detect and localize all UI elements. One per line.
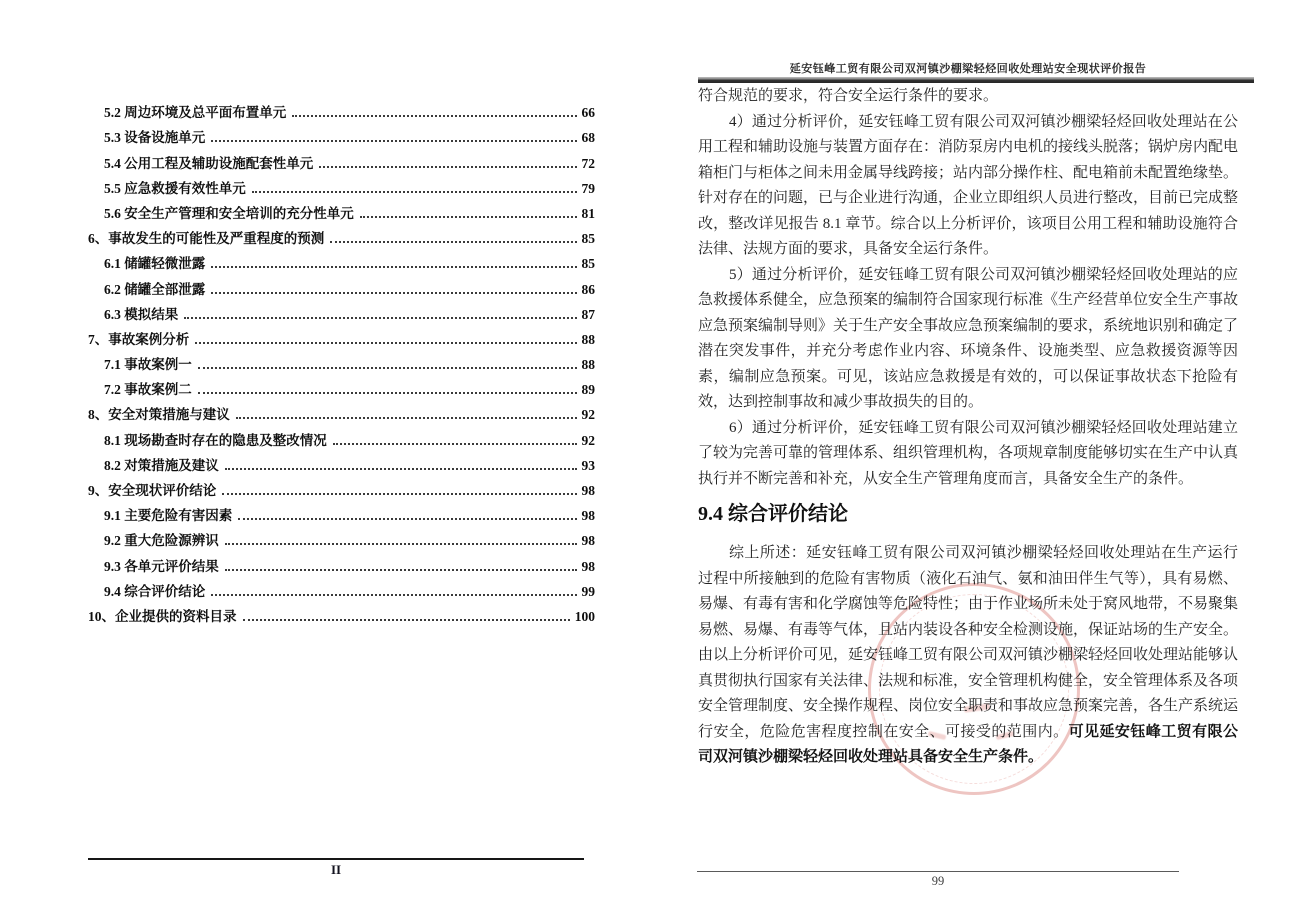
toc-entry (88, 146, 595, 171)
toc-entry-page-number: 81 (581, 205, 595, 221)
toc-entry (88, 373, 595, 398)
toc-entry-label: 6.1 储罐轻微泄露 (104, 256, 206, 272)
toc-entry-label: 7.2 事故案例二 (104, 382, 192, 398)
toc-entry-label: 9.1 主要危险有害因素 (104, 508, 233, 524)
toc-entry (88, 449, 595, 474)
conclusion-bold-sentence: 可见延安钰峰工贸有限公司双河镇沙棚梁轻烃回收处理站具备安全生产条件。 (698, 723, 1238, 765)
toc-entry-page-number: 98 (581, 533, 595, 549)
toc-dot-leader (198, 367, 577, 369)
toc-entry-page-number: 98 (581, 558, 595, 574)
toc-entry-label: 9、安全现状评价结论 (88, 483, 217, 498)
toc-entry-page-number: 99 (581, 583, 595, 599)
toc-dot-leader (211, 594, 576, 596)
toc-entry (88, 600, 595, 625)
toc-entry-label: 10、企业提供的资料目录 (88, 608, 237, 624)
toc-dot-leader (211, 266, 576, 268)
toc-entry (88, 96, 595, 121)
toc-dot-leader (236, 417, 577, 419)
toc-dot-leader (292, 115, 576, 117)
left-page-footer-rule (88, 858, 584, 860)
toc-dot-leader (211, 140, 576, 142)
toc-entry-page-number: 92 (581, 432, 595, 448)
toc-dot-leader (360, 216, 577, 218)
toc-entry-page-number: 72 (581, 155, 595, 171)
toc-dot-leader (243, 619, 570, 621)
toc-entry (88, 222, 595, 247)
body-paragraph: 6）通过分析评价，延安钰峰工贸有限公司双河镇沙棚梁轻烃回收处理站建立了较为完善可靠的管理体系、组织管理机构，各项规章制度能够切实在生产中认真执行并不断完善和补充，从安全生产管理角度而言，具备安全生产的条件。 (698, 419, 1239, 487)
toc-entry-label: 8.1 现场勘查时存在的隐患及整改情况 (104, 432, 327, 448)
toc-entry-page-number: 92 (581, 407, 595, 423)
conclusion-paragraph (698, 541, 1238, 771)
toc-entry-page-number: 86 (581, 281, 595, 297)
toc-dot-leader (225, 543, 577, 545)
toc-dot-leader (225, 468, 577, 470)
body-paragraph: 符合规范的要求，符合安全运行条件的要求。 (698, 88, 999, 104)
toc-entry-label: 8.2 对策措施及建议 (104, 457, 219, 473)
toc-entry-label: 9.2 重大危险源辨识 (104, 533, 219, 549)
toc-entry (88, 197, 595, 222)
toc-entry-page-number: 88 (581, 357, 595, 373)
toc-entry (88, 272, 595, 297)
toc-entry (88, 575, 595, 600)
left-page-number: II (330, 862, 342, 877)
toc-entry-page-number: 88 (581, 331, 595, 347)
toc-dot-leader (184, 317, 576, 319)
toc-entry (88, 524, 595, 549)
body-paragraph: 5）通过分析评价，延安钰峰工贸有限公司双河镇沙棚梁轻烃回收处理站的应急救援体系健全，应急预案的编制符合国家现行标准《生产经营单位安全生产事故应急预案编制导则》关于生产安全事故应急预案编制的要求，系统地识别和确定了潜在突发事件，并充分考虑作业内容、环境条件、设施类型、应急救援资源等因素，编制应急预案。可见，该站应急救援是有效的，可以保证事故状态下抢险有效，达到控制事故和减少事故损失的目的。 (698, 266, 1239, 410)
toc-entry-page-number: 100 (574, 608, 595, 624)
toc-dot-leader (222, 493, 576, 495)
toc-entry-page-number: 68 (581, 130, 595, 146)
toc-entry-label: 6.2 储罐全部泄露 (104, 281, 206, 297)
toc-entry-label: 5.4 公用工程及辅助设施配套性单元 (104, 155, 314, 171)
toc-entry (88, 474, 595, 499)
toc-dot-leader (198, 392, 577, 394)
toc-entry-page-number: 79 (581, 180, 595, 196)
toc-entry-page-number: 85 (581, 231, 595, 247)
toc-entry (88, 247, 595, 272)
toc-entry-label: 6、事故发生的可能性及严重程度的预测 (88, 231, 325, 247)
toc-entry (88, 398, 595, 423)
toc-entry-label: 9.4 综合评价结论 (104, 583, 206, 599)
toc-dot-leader (225, 569, 577, 571)
toc-entry (88, 348, 595, 373)
toc-entry (88, 549, 595, 574)
toc-entry (88, 121, 595, 146)
conclusion-text: 综上所述：延安钰峰工贸有限公司双河镇沙棚梁轻烃回收处理站在生产运行过程中所接触到的危险有害物质（液化石油气、氨和油田伴生气等），具有易燃、易爆、有毒有害和化学腐蚀等危险特性；由于作业场所未处于窝风地带，不易聚集易燃、易爆、有毒等气体，且站内装设各种安全检测设施，保证站场的生产安全。由以上分析评价可见，延安钰峰工贸有限公司双河镇沙棚梁轻烃回收处理站能够认真贯彻执行国家有关法律、法规和标准，安全管理机构健全，安全管理体系及各项安全管理制度、安全操作规程、岗位安全职责和事故应急预案完善，各生产系统运行安全，危险危害程度控制在安全、可接受的范围内。 (698, 545, 1239, 740)
toc-entry-page-number: 98 (581, 483, 595, 498)
toc-dot-leader (238, 518, 576, 520)
toc-entry-label: 9.3 各单元评价结果 (104, 558, 219, 574)
right-page-number: 99 (931, 874, 945, 888)
toc-entry-label: 5.6 安全生产管理和安全培训的充分性单元 (104, 205, 354, 221)
header-rule (698, 77, 1254, 83)
running-header-title: 延安钰峰工贸有限公司双河镇沙棚梁轻烃回收处理站安全现状评价报告 (789, 63, 1147, 75)
toc-dot-leader (330, 241, 576, 243)
toc-entry-page-number: 89 (581, 382, 595, 398)
table-of-contents (88, 96, 595, 625)
toc-dot-leader (252, 191, 577, 193)
toc-entry-page-number: 98 (581, 508, 595, 524)
toc-entry-label: 6.3 模拟结果 (104, 306, 179, 322)
toc-entry (88, 298, 595, 323)
toc-entry (88, 423, 595, 448)
body-paragraphs (698, 84, 1238, 492)
report-body (698, 84, 1238, 771)
toc-entry (88, 323, 595, 348)
toc-dot-leader (319, 166, 576, 168)
toc-entry-label: 7.1 事故案例一 (104, 357, 192, 373)
right-page-footer-rule (697, 871, 1179, 872)
toc-entry-label: 8、安全对策措施与建议 (88, 407, 230, 423)
toc-entry-label: 5.3 设备设施单元 (104, 130, 206, 146)
toc-dot-leader (333, 443, 577, 445)
toc-dot-leader (211, 292, 576, 294)
section-heading: 9.4 综合评价结论 (698, 503, 848, 525)
toc-entry-page-number: 85 (581, 256, 595, 272)
toc-dot-leader (195, 342, 576, 344)
toc-entry-label: 7、事故案例分析 (88, 331, 190, 347)
toc-entry-page-number: 66 (581, 105, 595, 121)
toc-entry-page-number: 87 (581, 306, 595, 322)
toc-entry-label: 5.2 周边环境及总平面布置单元 (104, 105, 287, 121)
toc-entry-label: 5.5 应急救援有效性单元 (104, 180, 246, 196)
body-paragraph: 4）通过分析评价，延安钰峰工贸有限公司双河镇沙棚梁轻烃回收处理站在公用工程和辅助设施与装置方面存在：消防泵房内电机的接线头脱落；锅炉房内配电箱柜门与柜体之间未用金属导线跨接；站内部分操作柱、配电箱前未配置绝缘垫。针对存在的问题，已与企业进行沟通，企业立即组织人员进行整改，目前已完成整改，整改详见报告 8.1 章节。综合以上分析评价，该项目公用工程和辅助设施符合法律、法规方面的要求，具备安全运行条件。 (698, 113, 1239, 257)
toc-entry (88, 499, 595, 524)
toc-entry-page-number: 93 (581, 457, 595, 473)
toc-entry (88, 172, 595, 197)
